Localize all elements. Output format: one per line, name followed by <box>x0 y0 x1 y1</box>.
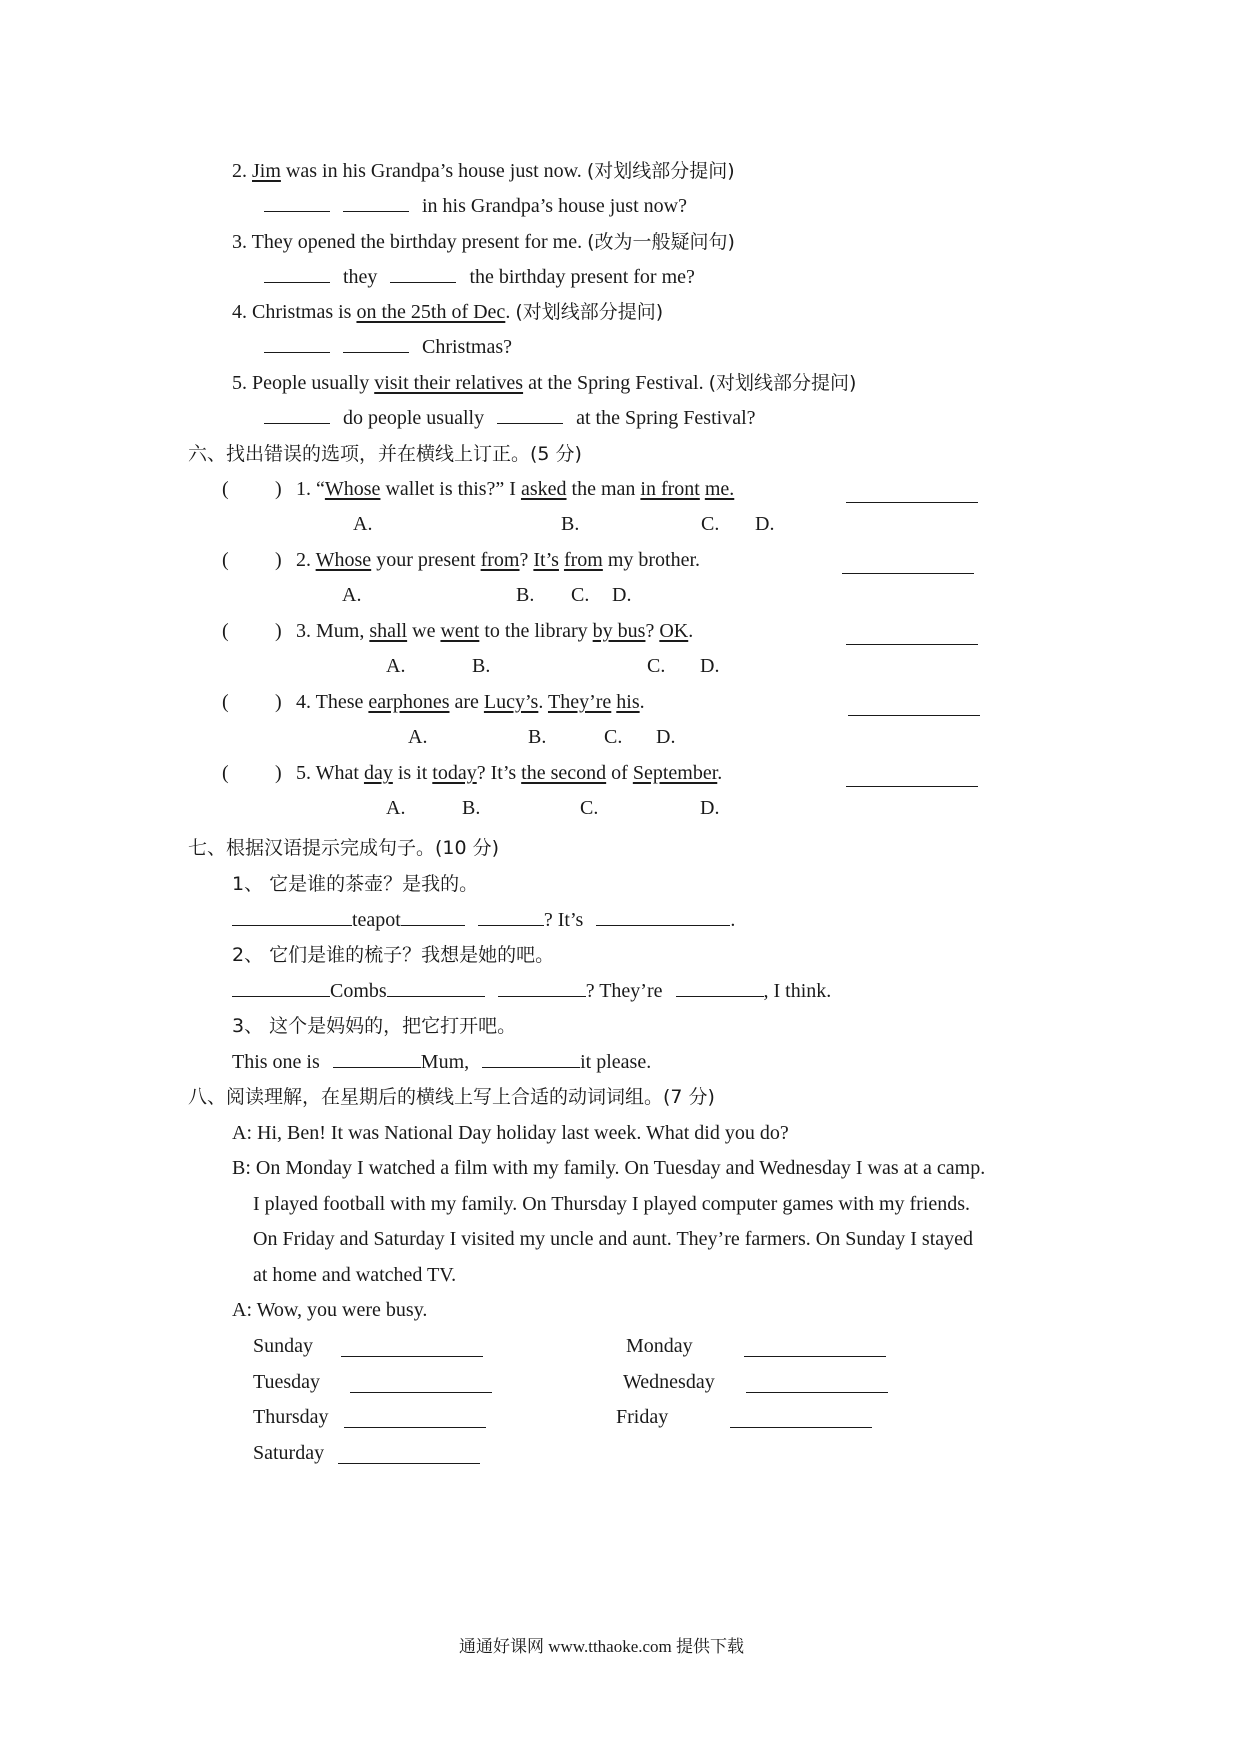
answer-blank[interactable] <box>232 978 330 997</box>
s6-q3: 3. Mum, shall we went to the library by bus? OK. <box>296 620 694 642</box>
option-d-label: D. <box>612 584 632 606</box>
answer-blank[interactable] <box>343 193 409 212</box>
s5-q5: 5. People usually visit their relatives at the Spring Festival. (对划线部分提问) <box>232 372 857 394</box>
option-b-label: B. <box>528 726 547 748</box>
answer-blank[interactable] <box>264 193 330 212</box>
dialogue-b4: at home and watched TV. <box>253 1264 457 1286</box>
option-d-label: D. <box>656 726 676 748</box>
answer-paren-close: ) <box>275 549 282 571</box>
answer-paren-open: ( <box>222 478 229 500</box>
s5-q2: 2. Jim was in his Grandpa’s house just now. (对划线部分提问) <box>232 160 735 182</box>
answer-paren-close: ) <box>275 620 282 642</box>
option-d-label: D. <box>700 797 720 819</box>
s6-q1: 1. “Whose wallet is this?” I asked the man in front me. <box>296 478 735 500</box>
dialogue-b1: B: On Monday I watched a film with my family. On Tuesday and Wednesday I was at a camp. <box>232 1157 986 1179</box>
answer-blank[interactable] <box>676 978 764 997</box>
s7-q1-answer: teapot ? It’s . <box>232 907 735 933</box>
day-tuesday: Tuesday <box>253 1371 321 1393</box>
s5-q3-answer: they the birthday present for me? <box>264 264 695 290</box>
option-a-label: A. <box>353 513 373 535</box>
answer-blank[interactable] <box>744 1356 886 1357</box>
s7-q1-prompt: 1、 它是谁的茶壶？是我的。 <box>232 873 479 895</box>
option-b-label: B. <box>472 655 491 677</box>
s7-q3-answer: This one is Mum, it please. <box>232 1051 652 1073</box>
answer-blank[interactable] <box>596 907 730 926</box>
dialogue-a1: A: Hi, Ben! It was National Day holiday last week. What did you do? <box>232 1122 789 1144</box>
correction-blank[interactable] <box>846 644 978 645</box>
answer-blank[interactable] <box>232 907 352 926</box>
correction-blank[interactable] <box>842 573 974 574</box>
section8-title: 八、阅读理解，在星期后的横线上写上合适的动词词组。(7 分) <box>188 1086 715 1108</box>
answer-blank[interactable] <box>338 1463 480 1464</box>
page-footer: 通通好课网 www.tthaoke.com 提供下载 <box>459 1637 745 1656</box>
answer-blank[interactable] <box>401 907 465 926</box>
s5-q4-answer: Christmas? <box>264 334 512 360</box>
option-c-label: C. <box>701 513 720 535</box>
answer-blank[interactable] <box>498 978 586 997</box>
answer-blank[interactable] <box>482 1049 580 1068</box>
correction-blank[interactable] <box>848 715 980 716</box>
option-b-label: B. <box>516 584 535 606</box>
day-sunday: Sunday <box>253 1335 313 1357</box>
answer-blank[interactable] <box>264 264 330 283</box>
answer-blank[interactable] <box>344 1427 486 1428</box>
option-a-label: A. <box>386 797 406 819</box>
day-wednesday: Wednesday <box>623 1371 715 1393</box>
s5-q4: 4. Christmas is on the 25th of Dec. (对划线部分提问) <box>232 301 664 323</box>
answer-paren-open: ( <box>222 691 229 713</box>
answer-blank[interactable] <box>478 907 544 926</box>
s7-q2-prompt: 2、 它们是谁的梳子？我想是她的吧。 <box>232 944 555 966</box>
answer-paren-close: ) <box>275 478 282 500</box>
option-b-label: B. <box>561 513 580 535</box>
option-c-label: C. <box>580 797 599 819</box>
answer-blank[interactable] <box>390 264 456 283</box>
option-c-label: C. <box>647 655 666 677</box>
option-a-label: A. <box>342 584 362 606</box>
option-c-label: C. <box>604 726 623 748</box>
day-friday: Friday <box>616 1406 669 1428</box>
answer-blank[interactable] <box>746 1392 888 1393</box>
day-saturday: Saturday <box>253 1442 325 1464</box>
correction-blank[interactable] <box>846 502 978 503</box>
answer-blank[interactable] <box>497 405 563 424</box>
option-d-label: D. <box>755 513 775 535</box>
option-b-label: B. <box>462 797 481 819</box>
section6-title: 六、找出错误的选项，并在横线上订正。(5 分) <box>188 443 582 465</box>
answer-blank[interactable] <box>730 1427 872 1428</box>
s5-q3: 3. They opened the birthday present for me. (改为一般疑问句) <box>232 231 735 253</box>
answer-blank[interactable] <box>387 978 485 997</box>
day-monday: Monday <box>626 1335 693 1357</box>
answer-blank[interactable] <box>333 1049 421 1068</box>
answer-paren-open: ( <box>222 549 229 571</box>
answer-blank[interactable] <box>264 405 330 424</box>
option-a-label: A. <box>408 726 428 748</box>
correction-blank[interactable] <box>846 786 978 787</box>
answer-blank[interactable] <box>350 1392 492 1393</box>
day-thursday: Thursday <box>253 1406 329 1428</box>
s7-q3-prompt: 3、 这个是妈妈的，把它打开吧。 <box>232 1015 517 1037</box>
s6-q2: 2. Whose your present from? It’s from my brother. <box>296 549 701 571</box>
option-a-label: A. <box>386 655 406 677</box>
answer-blank[interactable] <box>341 1356 483 1357</box>
option-c-label: C. <box>571 584 590 606</box>
answer-paren-close: ) <box>275 762 282 784</box>
answer-blank[interactable] <box>264 334 330 353</box>
dialogue-b3: On Friday and Saturday I visited my uncle and aunt. They’re farmers. On Sunday I stayed <box>253 1228 973 1250</box>
s6-q5: 5. What day is it today? It’s the second of September. <box>296 762 723 784</box>
s5-q5-answer: do people usually at the Spring Festival? <box>264 405 756 431</box>
answer-paren-close: ) <box>275 691 282 713</box>
option-d-label: D. <box>700 655 720 677</box>
s7-q2-answer: Combs ? They’re , I think. <box>232 978 831 1004</box>
section7-title: 七、根据汉语提示完成句子。(10 分) <box>188 837 500 859</box>
answer-paren-open: ( <box>222 620 229 642</box>
answer-paren-open: ( <box>222 762 229 784</box>
dialogue-b2: I played football with my family. On Thursday I played computer games with my friends. <box>253 1193 971 1215</box>
dialogue-a2: A: Wow, you were busy. <box>232 1299 428 1321</box>
s5-q2-answer: in his Grandpa’s house just now? <box>264 193 687 219</box>
answer-blank[interactable] <box>343 334 409 353</box>
s6-q4: 4. These earphones are Lucy’s. They’re his. <box>296 691 645 713</box>
